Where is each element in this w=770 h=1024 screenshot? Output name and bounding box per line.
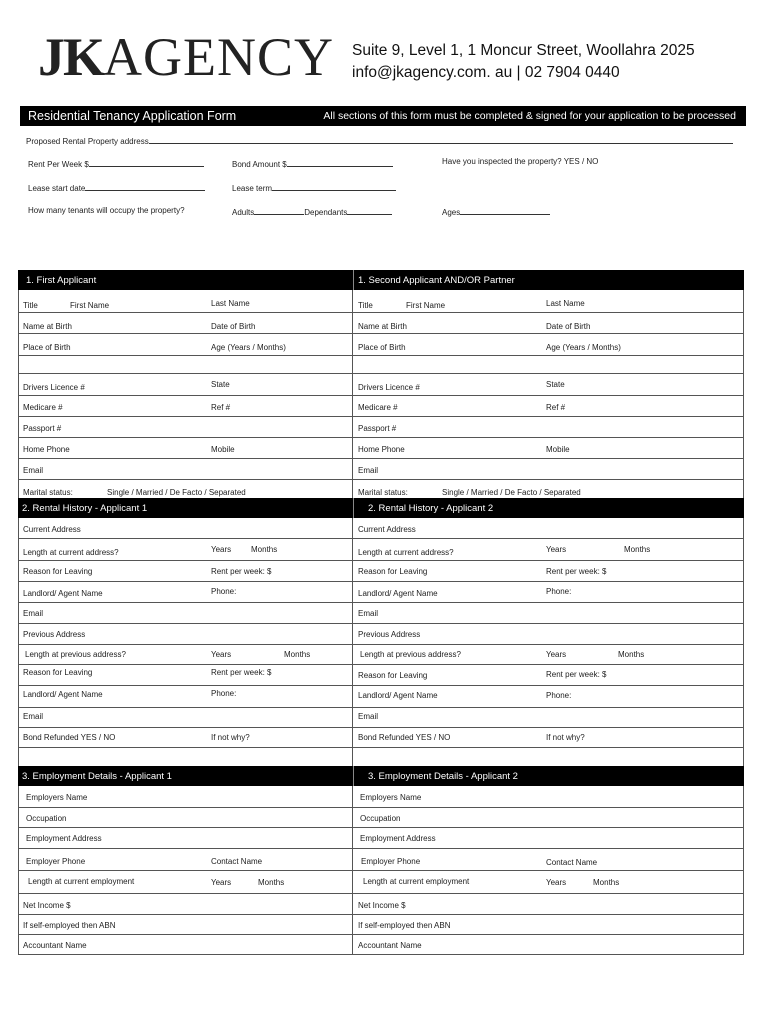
proposed-address-field[interactable]: Proposed Rental Property address	[26, 135, 733, 146]
table-row[interactable]: Current Address Current Address	[18, 518, 744, 539]
table-row[interactable]: Previous Address Previous Address	[18, 624, 744, 645]
section-header-applicants: 1. First Applicant 1. Second Applicant AND/OR Partner	[18, 270, 744, 290]
logo-jk: JK	[38, 27, 104, 87]
table-row[interactable]: Length at current address? Years Months Length at current address? Years Months	[18, 539, 744, 561]
table-row[interactable]: Length at current employment Years Months Length at current employment Years Months	[18, 871, 744, 894]
agency-contact	[352, 40, 695, 84]
lease-term-field[interactable]: Lease term	[232, 182, 396, 193]
bond-amount-field[interactable]: Bond Amount $	[232, 158, 393, 169]
logo-agency: AGENCY	[103, 27, 335, 87]
tenants-field: How many tenants will occupy the property?	[28, 206, 185, 215]
section-header-employment: 3. Employment Details - Applicant 1 3. Employment Details - Applicant 2	[18, 766, 744, 786]
table-row[interactable]: Name at Birth Date of Birth Name at Birth Date of Birth	[18, 313, 744, 334]
table-row[interactable]: Bond Refunded YES / NO If not why? Bond Refunded YES / NO If not why?	[18, 728, 744, 748]
inspected-field[interactable]: Have you inspected the property? YES / NO	[442, 157, 599, 166]
table-row[interactable]: Email Email	[18, 459, 744, 480]
ages-field[interactable]: Ages	[442, 206, 550, 217]
form-banner	[20, 106, 746, 126]
form-notice: All sections of this form must be completed & signed for your application to be processed	[323, 110, 736, 122]
table-row[interactable]: Passport # Passport #	[18, 417, 744, 438]
table-row[interactable]: Landlord/ Agent Name Phone: Landlord/ Agent Name Phone:	[18, 582, 744, 603]
form-title: Residential Tenancy Application Form	[28, 109, 237, 123]
table-row[interactable]: Reason for Leaving Rent per week: $ Reason for Leaving Rent per week: $	[18, 665, 744, 686]
lease-start-field[interactable]: Lease start date	[28, 182, 205, 193]
table-row[interactable]: Landlord/ Agent Name Phone: Landlord/ Agent Name Phone:	[18, 686, 744, 708]
table-row[interactable]: Employers Name Employers Name	[18, 786, 744, 808]
table-row[interactable]: Title First Name Last Name Title First Name Last Name	[18, 290, 744, 313]
rent-per-week-field[interactable]: Rent Per Week $	[28, 158, 204, 169]
table-row[interactable]: Marital status: Single / Married / De Facto / Separated Marital status: Single / Married / De Facto / Separated	[18, 480, 744, 498]
table-row[interactable]: Medicare # Ref # Medicare # Ref #	[18, 396, 744, 417]
table-row[interactable]: Email Email	[18, 708, 744, 728]
table-row[interactable]: Drivers Licence # State Drivers Licence # State	[18, 374, 744, 396]
table-row[interactable]: Employer Phone Contact Name Employer Phone Contact Name	[18, 849, 744, 871]
table-row-blank[interactable]	[18, 748, 744, 766]
table-row[interactable]: Accountant Name Accountant Name	[18, 935, 744, 955]
table-row[interactable]: Email Email	[18, 603, 744, 624]
table-row[interactable]: Employment Address Employment Address	[18, 828, 744, 849]
agency-email-phone: info@jkagency.com. au | 02 7904 0440	[352, 64, 620, 81]
table-row-blank[interactable]	[18, 356, 744, 374]
table-row[interactable]: Length at previous address? Years Months Length at previous address? Years Months	[18, 645, 744, 665]
table-row[interactable]: If self-employed then ABN If self-employed then ABN	[18, 915, 744, 935]
table-row[interactable]: Net Income $ Net Income $	[18, 894, 744, 915]
section-header-rental: 2. Rental History - Applicant 1 2. Rental History - Applicant 2	[18, 498, 744, 518]
agency-address: Suite 9, Level 1, 1 Moncur Street, Woollahra 2025	[352, 42, 695, 59]
table-row[interactable]: Occupation Occupation	[18, 808, 744, 828]
table-row[interactable]: Place of Birth Age (Years / Months) Place of Birth Age (Years / Months)	[18, 334, 744, 356]
adults-field[interactable]: Adults Dependants	[232, 206, 392, 217]
table-row[interactable]: Reason for Leaving Rent per week: $ Reason for Leaving Rent per week: $	[18, 561, 744, 582]
agency-logo	[38, 27, 335, 87]
table-row[interactable]: Home Phone Mobile Home Phone Mobile	[18, 438, 744, 459]
